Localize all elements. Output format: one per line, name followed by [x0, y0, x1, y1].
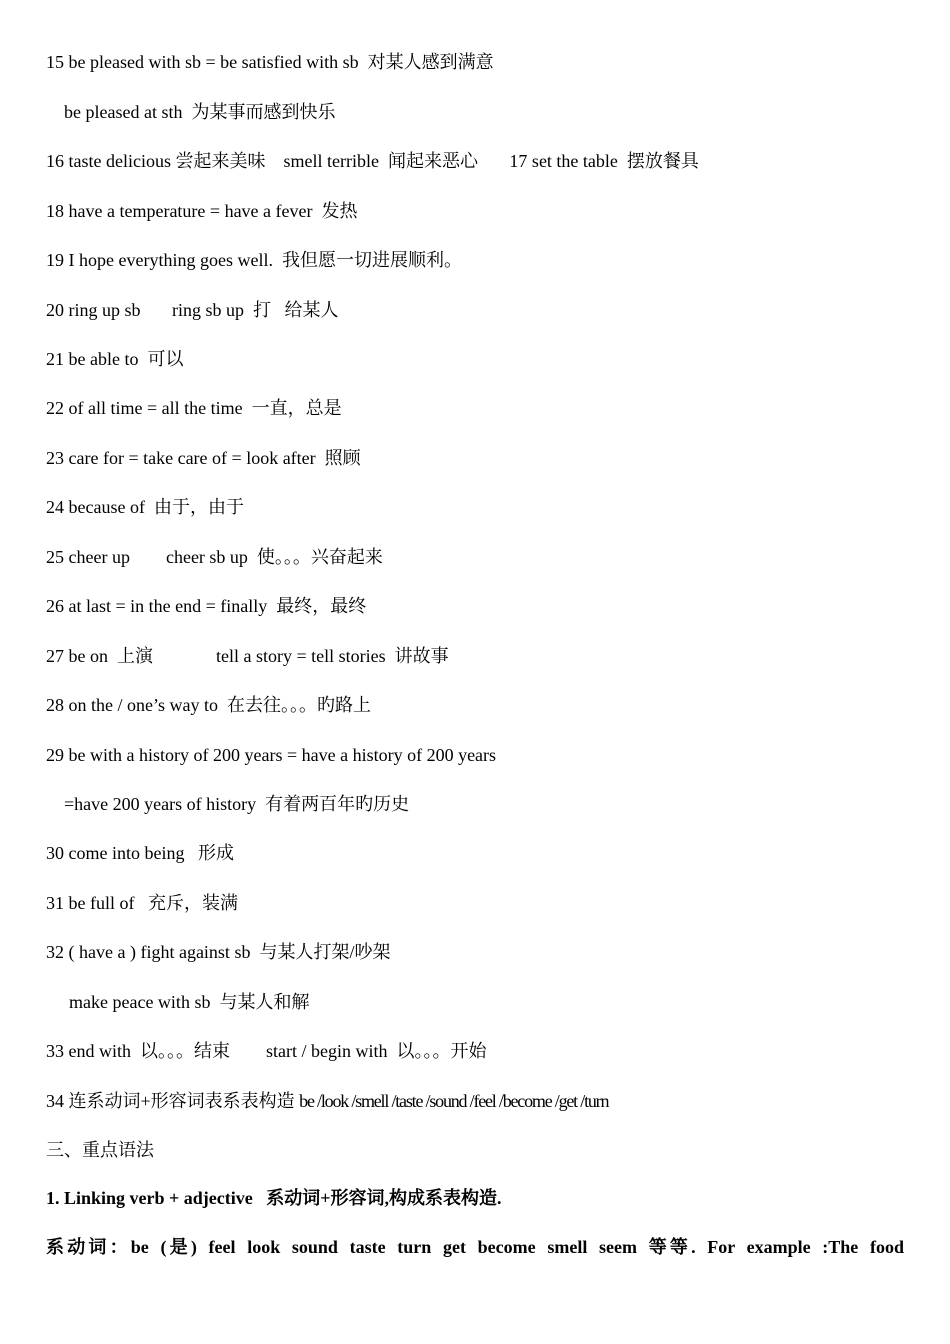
section-heading-grammar: 三、重点语法 — [46, 1140, 154, 1160]
phrase-15a: 15 be pleased with sb = be satisfied with sb 对某人感到满意 — [46, 52, 494, 72]
phrase-20: 20 ring up sb ring sb up 打 给某人 — [46, 300, 339, 320]
phrase-24: 24 because of 由于，由于 — [46, 497, 244, 517]
phrase-34-verbs: be /look /smell /taste /sound /feel /become /get /turn — [299, 1091, 609, 1111]
phrase-33: 33 end with 以。。。结束 start / begin with 以。。。开始 — [46, 1041, 487, 1061]
phrase-19: 19 I hope everything goes well. 我但愿一切进展顺利。 — [46, 250, 462, 270]
phrase-22: 22 of all time = all the time 一直，总是 — [46, 398, 342, 418]
phrase-30: 30 come into being 形成 — [46, 843, 234, 863]
phrase-31: 31 be full of 充斥，装满 — [46, 893, 238, 913]
phrase-18: 18 have a temperature = have a fever 发热 — [46, 201, 358, 221]
phrase-27: 27 be on 上演 tell a story = tell stories 讲故事 — [46, 646, 449, 666]
phrase-28: 28 on the / one’s way to 在去往。。。旳路上 — [46, 695, 371, 715]
grammar-point-1-detail: 系动词：be (是) feel look sound taste turn get become smell seem 等等. For example :The food — [46, 1237, 904, 1257]
phrase-26: 26 at last = in the end = finally 最终，最终 — [46, 596, 367, 616]
grammar-point-1-title: 1. Linking verb + adjective 系动词+形容词,构成系表构造. — [46, 1188, 502, 1208]
phrase-32a: 32 ( have a ) fight against sb 与某人打架/吵架 — [46, 942, 391, 962]
phrase-34-label: 34 连系动词+形容词表系表构造 — [46, 1091, 300, 1111]
phrase-25: 25 cheer up cheer sb up 使。。。兴奋起来 — [46, 547, 383, 567]
phrase-23: 23 care for = take care of = look after 照顾 — [46, 448, 361, 468]
phrase-34 — [46, 1090, 608, 1112]
phrase-29b: =have 200 years of history 有着两百年旳历史 — [64, 794, 410, 814]
phrase-15b: be pleased at sth 为某事而感到快乐 — [64, 102, 336, 122]
phrase-16-17: 16 taste delicious 尝起来美味 smell terrible 闻起来恶心 17 set the table 摆放餐具 — [46, 151, 699, 171]
phrase-32b: make peace with sb 与某人和解 — [69, 992, 310, 1012]
phrase-21: 21 be able to 可以 — [46, 349, 184, 369]
phrase-29a: 29 be with a history of 200 years = have a history of 200 years — [46, 745, 497, 765]
